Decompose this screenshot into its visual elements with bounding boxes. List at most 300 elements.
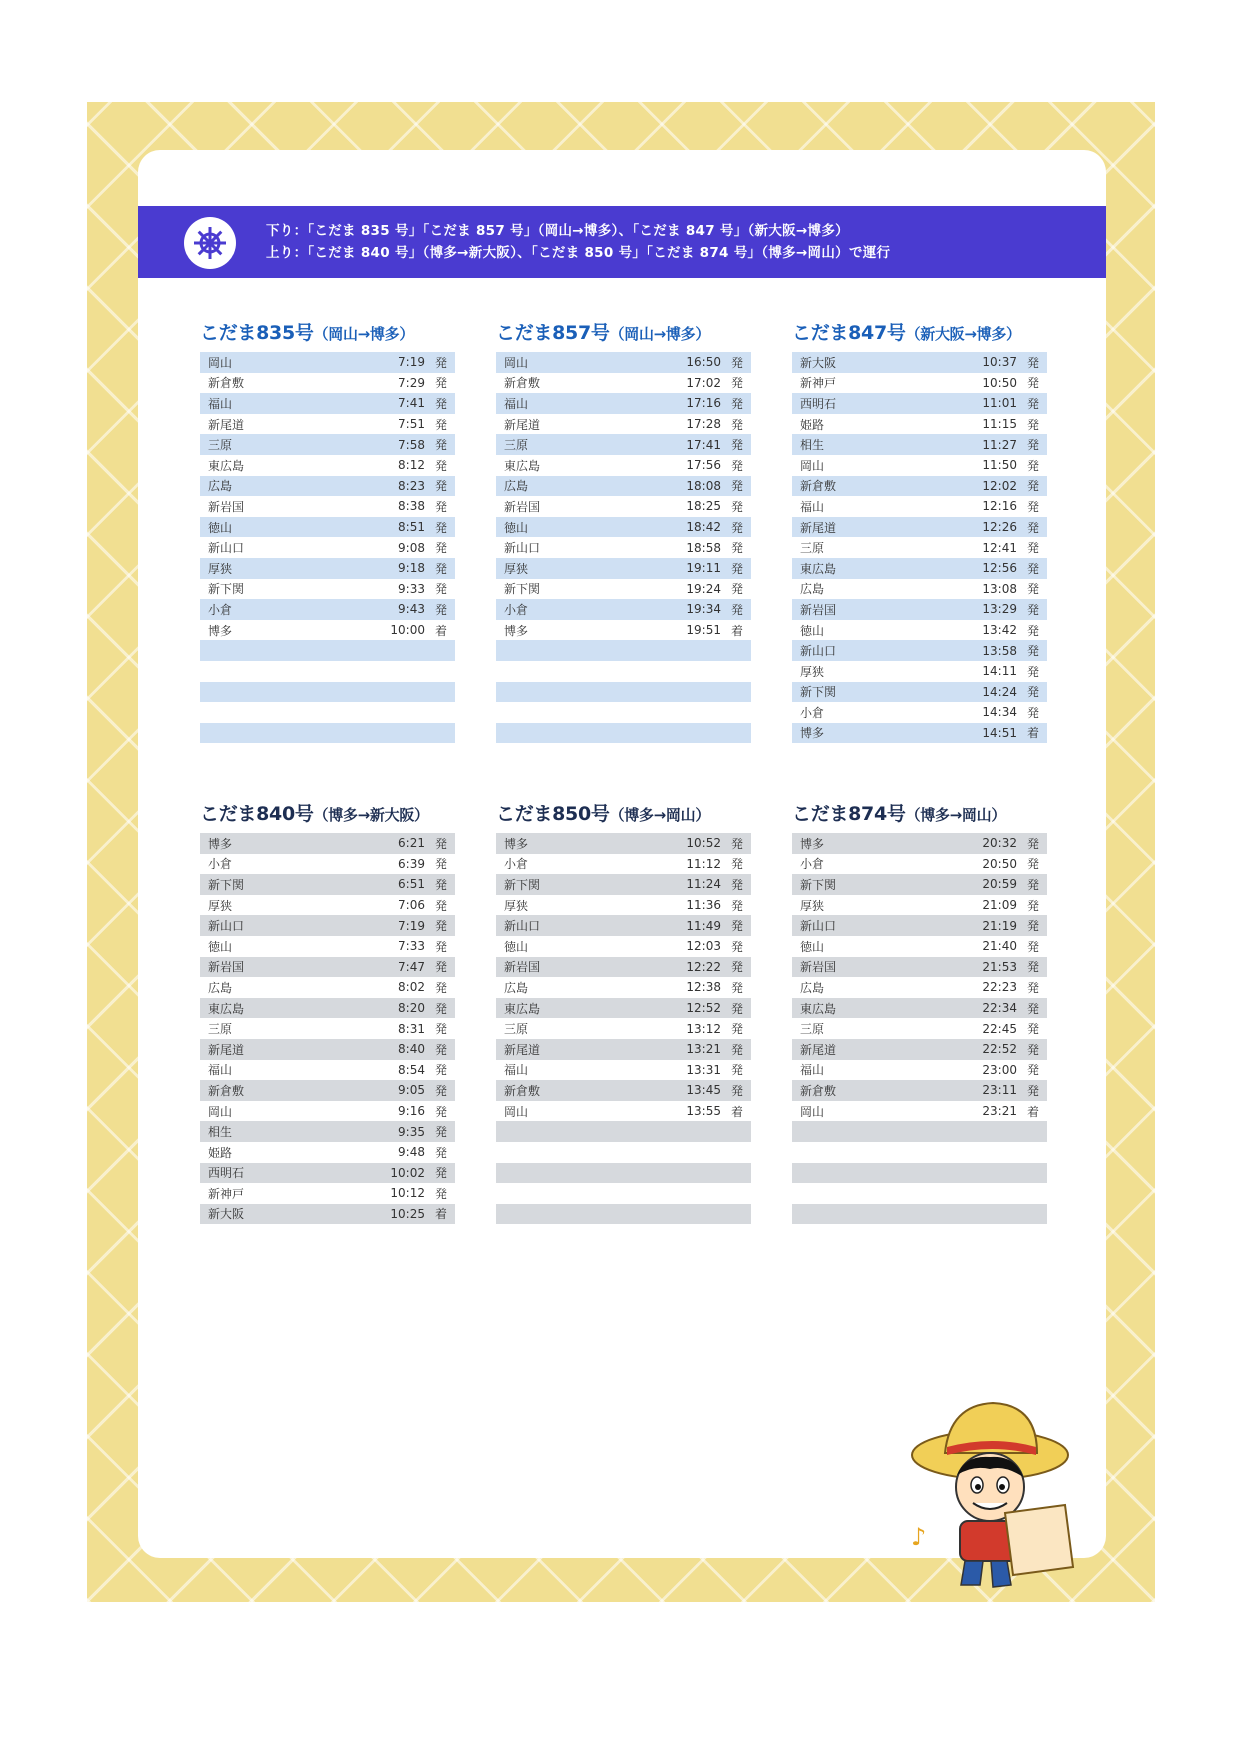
- arrive-depart-mark: 発: [434, 1042, 447, 1057]
- arrive-depart-mark: 発: [434, 1083, 447, 1098]
- arrive-depart-mark: 発: [1026, 1001, 1039, 1016]
- svg-text:♪: ♪: [911, 1523, 927, 1551]
- departure-time: 11:49: [686, 918, 721, 933]
- timetable-row: [496, 957, 751, 978]
- timetable-row: [792, 895, 1047, 916]
- timetable-row: [792, 1060, 1047, 1081]
- empty-row: [200, 723, 455, 744]
- station-name: 三原: [208, 438, 233, 453]
- timetable-row: [792, 1018, 1047, 1039]
- empty-row: [792, 1142, 1047, 1163]
- arrive-depart-mark: 発: [434, 1125, 447, 1140]
- timetable-row: [792, 476, 1047, 497]
- timetable-row: [200, 558, 455, 579]
- departure-time: 9:48: [398, 1145, 425, 1160]
- timetable-row: [792, 599, 1047, 620]
- arrive-depart-mark: 発: [434, 561, 447, 576]
- departure-time: 7:51: [398, 417, 425, 432]
- station-name: 新尾道: [800, 1042, 837, 1057]
- timetable-row: [496, 1060, 751, 1081]
- departure-time: 11:01: [982, 396, 1017, 411]
- timetable-title: こだま840号（博多→新大阪）: [200, 803, 429, 825]
- station-name: 東広島: [504, 458, 541, 473]
- timetable-row: [496, 476, 751, 497]
- timetable-row: [200, 936, 455, 957]
- timetable-row: [496, 517, 751, 538]
- empty-row: [496, 1204, 751, 1225]
- departure-time: 8:40: [398, 1042, 425, 1057]
- arrive-depart-mark: 発: [1026, 458, 1039, 473]
- timetable-row: [200, 1204, 455, 1225]
- station-name: 新尾道: [504, 1042, 541, 1057]
- empty-row: [200, 682, 455, 703]
- arrive-depart-mark: 発: [730, 479, 743, 494]
- timetable-row: [200, 393, 455, 414]
- departure-time: 14:11: [982, 664, 1017, 679]
- empty-row: [496, 1121, 751, 1142]
- schedule-banner: [138, 206, 1106, 278]
- timetable-row: [496, 393, 751, 414]
- station-name: 広島: [800, 980, 825, 995]
- station-name: 新岩国: [800, 602, 837, 617]
- timetable-row: [496, 620, 751, 641]
- arrive-depart-mark: 発: [1026, 939, 1039, 954]
- station-name: 徳山: [208, 939, 233, 954]
- station-name: 東広島: [208, 1001, 245, 1016]
- departure-time: 8:20: [398, 1001, 425, 1016]
- timetable-row: [200, 620, 455, 641]
- station-name: 新大阪: [208, 1207, 245, 1222]
- station-name: 新倉敷: [208, 1083, 245, 1098]
- station-name: 福山: [208, 1063, 233, 1078]
- station-name: 厚狭: [504, 898, 529, 913]
- station-name: 小倉: [800, 705, 825, 720]
- arrive-depart-mark: 発: [1026, 582, 1039, 597]
- departure-time: 13:29: [982, 602, 1017, 617]
- timetable-row: [792, 874, 1047, 895]
- arrive-depart-mark: 発: [730, 1022, 743, 1037]
- timetable-row: [792, 936, 1047, 957]
- departure-time: 12:26: [982, 520, 1017, 535]
- arrive-depart-mark: 発: [434, 898, 447, 913]
- arrive-depart-mark: 発: [730, 438, 743, 453]
- arrive-depart-mark: 発: [1026, 960, 1039, 975]
- timetable-row: [496, 434, 751, 455]
- arrive-depart-mark: 発: [1026, 376, 1039, 391]
- departure-time: 11:12: [686, 856, 721, 871]
- banner-line-down: 下り：「こだま 835 号」「こだま 857 号」（岡山→博多）、「こだま 847 号」（新大阪→博多）: [266, 223, 849, 239]
- arrive-depart-mark: 発: [434, 520, 447, 535]
- timetable-row: [792, 854, 1047, 875]
- timetable-row: [792, 414, 1047, 435]
- station-name: 新下関: [208, 582, 245, 597]
- departure-time: 10:50: [982, 375, 1017, 390]
- arrive-depart-mark: 発: [730, 520, 743, 535]
- arrive-depart-mark: 発: [730, 898, 743, 913]
- departure-time: 10:37: [982, 355, 1017, 370]
- timetable-row: [792, 537, 1047, 558]
- departure-time: 7:06: [398, 898, 425, 913]
- arrive-depart-mark: 発: [730, 458, 743, 473]
- station-name: 新尾道: [800, 520, 837, 535]
- departure-time: 22:23: [982, 980, 1017, 995]
- arrive-depart-mark: 発: [730, 376, 743, 391]
- departure-time: 7:41: [398, 396, 425, 411]
- departure-time: 9:05: [398, 1083, 425, 1098]
- station-name: 広島: [800, 582, 825, 597]
- timetable-title: こだま847号（新大阪→博多）: [792, 322, 1021, 344]
- arrive-depart-mark: 発: [730, 396, 743, 411]
- station-name: 新大阪: [800, 355, 837, 370]
- station-name: 新岩国: [208, 499, 245, 514]
- departure-time: 13:55: [686, 1104, 721, 1119]
- station-name: 博多: [504, 623, 529, 638]
- timetable-row: [200, 1039, 455, 1060]
- timetable-row: [792, 496, 1047, 517]
- departure-time: 12:02: [982, 478, 1017, 493]
- departure-time: 8:51: [398, 520, 425, 535]
- straw-hat-character-illustration: [905, 1395, 1085, 1595]
- station-name: 新山口: [208, 919, 245, 934]
- timetable-row: [200, 977, 455, 998]
- arrive-depart-mark: 発: [1026, 664, 1039, 679]
- station-name: 新下関: [504, 582, 541, 597]
- station-name: 博多: [208, 836, 233, 851]
- station-name: 新尾道: [504, 417, 541, 432]
- station-name: 厚狭: [208, 561, 233, 576]
- timetable-kodama-850: [496, 799, 751, 1224]
- departure-time: 21:40: [982, 939, 1017, 954]
- timetable-row: [200, 1121, 455, 1142]
- station-name: 福山: [504, 396, 529, 411]
- departure-time: 8:38: [398, 499, 425, 514]
- departure-time: 17:28: [686, 417, 721, 432]
- empty-row: [496, 682, 751, 703]
- departure-time: 18:58: [686, 540, 721, 555]
- arrive-depart-mark: 発: [1026, 396, 1039, 411]
- departure-time: 17:41: [686, 437, 721, 452]
- departure-time: 10:25: [390, 1206, 425, 1221]
- timetable-row: [200, 1183, 455, 1204]
- arrive-depart-mark: 発: [730, 1042, 743, 1057]
- timetable-row: [200, 599, 455, 620]
- departure-time: 16:50: [686, 355, 721, 370]
- departure-time: 6:51: [398, 877, 425, 892]
- timetable-row: [792, 558, 1047, 579]
- departure-time: 12:38: [686, 980, 721, 995]
- timetable-row: [792, 1039, 1047, 1060]
- station-name: 小倉: [504, 857, 529, 872]
- arrive-depart-mark: 発: [434, 1145, 447, 1160]
- departure-time: 9:18: [398, 561, 425, 576]
- timetable-row: [200, 1163, 455, 1184]
- station-name: 小倉: [504, 602, 529, 617]
- departure-time: 21:09: [982, 898, 1017, 913]
- timetable-row: [200, 414, 455, 435]
- arrive-depart-mark: 発: [730, 919, 743, 934]
- timetable-row: [200, 537, 455, 558]
- timetable-row: [496, 1101, 751, 1122]
- departure-time: 13:08: [982, 581, 1017, 596]
- arrive-depart-mark: 発: [730, 980, 743, 995]
- station-name: 新倉敷: [208, 376, 245, 391]
- ship-wheel-icon: [184, 217, 236, 269]
- arrive-depart-mark: 発: [434, 499, 447, 514]
- departure-time: 8:12: [398, 458, 425, 473]
- timetable-row: [792, 640, 1047, 661]
- timetable-row: [200, 373, 455, 394]
- departure-time: 23:00: [982, 1062, 1017, 1077]
- empty-row: [200, 661, 455, 682]
- station-name: 徳山: [504, 939, 529, 954]
- timetable-row: [496, 854, 751, 875]
- timetable-row: [200, 1060, 455, 1081]
- timetable-row: [792, 702, 1047, 723]
- timetable-kodama-840: [200, 799, 455, 1224]
- departure-time: 19:24: [686, 581, 721, 596]
- timetable-row: [200, 496, 455, 517]
- arrive-depart-mark: 発: [434, 541, 447, 556]
- station-name: 小倉: [208, 602, 233, 617]
- empty-row: [496, 640, 751, 661]
- arrive-depart-mark: 発: [434, 376, 447, 391]
- departure-time: 18:42: [686, 520, 721, 535]
- timetable-row: [200, 998, 455, 1019]
- station-name: 姫路: [800, 417, 825, 432]
- timetable-row: [496, 599, 751, 620]
- arrive-depart-mark: 発: [1026, 898, 1039, 913]
- arrive-depart-mark: 発: [434, 355, 447, 370]
- arrive-depart-mark: 発: [730, 1001, 743, 1016]
- arrive-depart-mark: 発: [1026, 1042, 1039, 1057]
- arrive-depart-mark: 発: [1026, 644, 1039, 659]
- timetable-row: [496, 915, 751, 936]
- timetable-row: [200, 1018, 455, 1039]
- timetable-row: [200, 1101, 455, 1122]
- arrive-depart-mark: 発: [730, 877, 743, 892]
- station-name: 徳山: [800, 623, 825, 638]
- station-name: 西明石: [800, 396, 837, 411]
- arrive-depart-mark: 発: [1026, 541, 1039, 556]
- timetable-title: こだま835号（岡山→博多）: [200, 322, 415, 344]
- station-name: 新山口: [504, 541, 541, 556]
- arrive-depart-mark: 発: [730, 960, 743, 975]
- departure-time: 10:12: [390, 1186, 425, 1201]
- departure-time: 14:24: [982, 684, 1017, 699]
- departure-time: 20:50: [982, 856, 1017, 871]
- departure-time: 10:52: [686, 836, 721, 851]
- station-name: 新下関: [800, 685, 837, 700]
- departure-time: 19:11: [686, 561, 721, 576]
- station-name: 新下関: [208, 877, 245, 892]
- departure-time: 7:33: [398, 939, 425, 954]
- timetable-row: [792, 998, 1047, 1019]
- departure-time: 21:19: [982, 918, 1017, 933]
- timetable-row: [200, 1142, 455, 1163]
- station-name: 西明石: [208, 1166, 245, 1181]
- arrive-depart-mark: 発: [434, 1022, 447, 1037]
- departure-time: 12:41: [982, 540, 1017, 555]
- departure-time: 13:45: [686, 1083, 721, 1098]
- timetable-row: [792, 373, 1047, 394]
- arrive-depart-mark: 発: [434, 1104, 447, 1119]
- departure-time: 9:16: [398, 1104, 425, 1119]
- timetable-row: [496, 537, 751, 558]
- arrive-depart-mark: 発: [730, 541, 743, 556]
- arrive-depart-mark: 発: [434, 479, 447, 494]
- banner-line-up: 上り：「こだま 840 号」（博多→新大阪）、「こだま 850 号」「こだま 874 号」（博多→岡山）で運行: [266, 245, 891, 261]
- departure-time: 9:43: [398, 602, 425, 617]
- station-name: 福山: [800, 1063, 825, 1078]
- arrive-depart-mark: 発: [1026, 1022, 1039, 1037]
- timetable-title: こだま874号（博多→岡山）: [792, 803, 1007, 825]
- arrive-depart-mark: 発: [730, 1083, 743, 1098]
- timetable-row: [496, 1018, 751, 1039]
- station-name: 博多: [800, 726, 825, 741]
- departure-time: 18:25: [686, 499, 721, 514]
- departure-time: 13:21: [686, 1042, 721, 1057]
- timetable-row: [496, 496, 751, 517]
- arrive-depart-mark: 発: [730, 417, 743, 432]
- departure-time: 19:51: [686, 623, 721, 638]
- departure-time: 23:11: [982, 1083, 1017, 1098]
- arrive-depart-mark: 着: [1026, 1104, 1039, 1119]
- station-name: 新倉敷: [504, 1083, 541, 1098]
- arrive-depart-mark: 着: [730, 623, 743, 638]
- timetable-row: [200, 915, 455, 936]
- timetable-row: [496, 874, 751, 895]
- empty-row: [200, 640, 455, 661]
- arrive-depart-mark: 発: [1026, 561, 1039, 576]
- timetable-row: [496, 373, 751, 394]
- arrive-depart-mark: 発: [434, 602, 447, 617]
- departure-time: 11:27: [982, 437, 1017, 452]
- station-name: 広島: [208, 980, 233, 995]
- empty-row: [496, 1142, 751, 1163]
- departure-time: 9:35: [398, 1124, 425, 1139]
- arrive-depart-mark: 発: [1026, 1083, 1039, 1098]
- departure-time: 9:08: [398, 540, 425, 555]
- station-name: 東広島: [208, 458, 245, 473]
- timetable-row: [200, 854, 455, 875]
- departure-time: 7:29: [398, 375, 425, 390]
- departure-time: 10:00: [390, 623, 425, 638]
- timetable-row: [200, 352, 455, 373]
- station-name: 小倉: [208, 857, 233, 872]
- departure-time: 13:12: [686, 1021, 721, 1036]
- timetable-row: [496, 579, 751, 600]
- station-name: 新山口: [800, 644, 837, 659]
- station-name: 徳山: [800, 939, 825, 954]
- station-name: 厚狭: [800, 898, 825, 913]
- timetable-row: [792, 661, 1047, 682]
- departure-time: 10:02: [390, 1165, 425, 1180]
- timetable-row: [200, 579, 455, 600]
- timetable-row: [200, 1080, 455, 1101]
- timetable-row: [496, 833, 751, 854]
- timetable-row: [792, 352, 1047, 373]
- arrive-depart-mark: 発: [434, 438, 447, 453]
- timetable-row: [792, 579, 1047, 600]
- arrive-depart-mark: 発: [1026, 877, 1039, 892]
- timetable-row: [792, 434, 1047, 455]
- timetable-row: [496, 414, 751, 435]
- timetable-row: [792, 977, 1047, 998]
- arrive-depart-mark: 発: [1026, 857, 1039, 872]
- departure-time: 6:21: [398, 836, 425, 851]
- arrive-depart-mark: 発: [730, 857, 743, 872]
- station-name: 相生: [208, 1125, 233, 1140]
- station-name: 新尾道: [208, 1042, 245, 1057]
- station-name: 小倉: [800, 857, 825, 872]
- empty-row: [496, 1163, 751, 1184]
- departure-time: 19:34: [686, 602, 721, 617]
- station-name: 博多: [800, 836, 825, 851]
- timetable-title: こだま857号（岡山→博多）: [496, 322, 711, 344]
- departure-time: 13:58: [982, 643, 1017, 658]
- timetable-row: [200, 833, 455, 854]
- departure-time: 20:59: [982, 877, 1017, 892]
- station-name: 新尾道: [208, 417, 245, 432]
- arrive-depart-mark: 発: [1026, 438, 1039, 453]
- station-name: 新山口: [800, 919, 837, 934]
- station-name: 新神戸: [208, 1186, 245, 1201]
- departure-time: 14:34: [982, 705, 1017, 720]
- departure-time: 20:32: [982, 836, 1017, 851]
- station-name: 徳山: [208, 520, 233, 535]
- arrive-depart-mark: 発: [730, 561, 743, 576]
- station-name: 岡山: [800, 1104, 825, 1119]
- station-name: 岡山: [504, 1104, 529, 1119]
- timetable-row: [496, 1080, 751, 1101]
- timetable-row: [200, 895, 455, 916]
- timetable-row: [200, 476, 455, 497]
- station-name: 岡山: [504, 355, 529, 370]
- timetable-row: [792, 682, 1047, 703]
- timetable-row: [792, 957, 1047, 978]
- station-name: 博多: [504, 836, 529, 851]
- timetable-kodama-835: [200, 318, 455, 743]
- arrive-depart-mark: 着: [730, 1104, 743, 1119]
- timetable-row: [792, 1101, 1047, 1122]
- departure-time: 12:16: [982, 499, 1017, 514]
- departure-time: 8:02: [398, 980, 425, 995]
- empty-row: [792, 1183, 1047, 1204]
- departure-time: 17:02: [686, 375, 721, 390]
- empty-row: [496, 1183, 751, 1204]
- station-name: 新山口: [208, 541, 245, 556]
- station-name: 新下関: [504, 877, 541, 892]
- arrive-depart-mark: 着: [434, 1207, 447, 1222]
- station-name: 新岩国: [504, 499, 541, 514]
- station-name: 博多: [208, 623, 233, 638]
- departure-time: 7:47: [398, 959, 425, 974]
- departure-time: 17:56: [686, 458, 721, 473]
- arrive-depart-mark: 発: [434, 396, 447, 411]
- empty-row: [496, 661, 751, 682]
- arrive-depart-mark: 発: [434, 980, 447, 995]
- departure-time: 17:16: [686, 396, 721, 411]
- arrive-depart-mark: 発: [1026, 479, 1039, 494]
- arrive-depart-mark: 発: [434, 960, 447, 975]
- station-name: 広島: [208, 479, 233, 494]
- arrive-depart-mark: 発: [434, 877, 447, 892]
- arrive-depart-mark: 発: [730, 602, 743, 617]
- timetable-row: [792, 620, 1047, 641]
- empty-row: [792, 1204, 1047, 1225]
- station-name: 広島: [504, 479, 529, 494]
- timetable-kodama-847: [792, 318, 1047, 743]
